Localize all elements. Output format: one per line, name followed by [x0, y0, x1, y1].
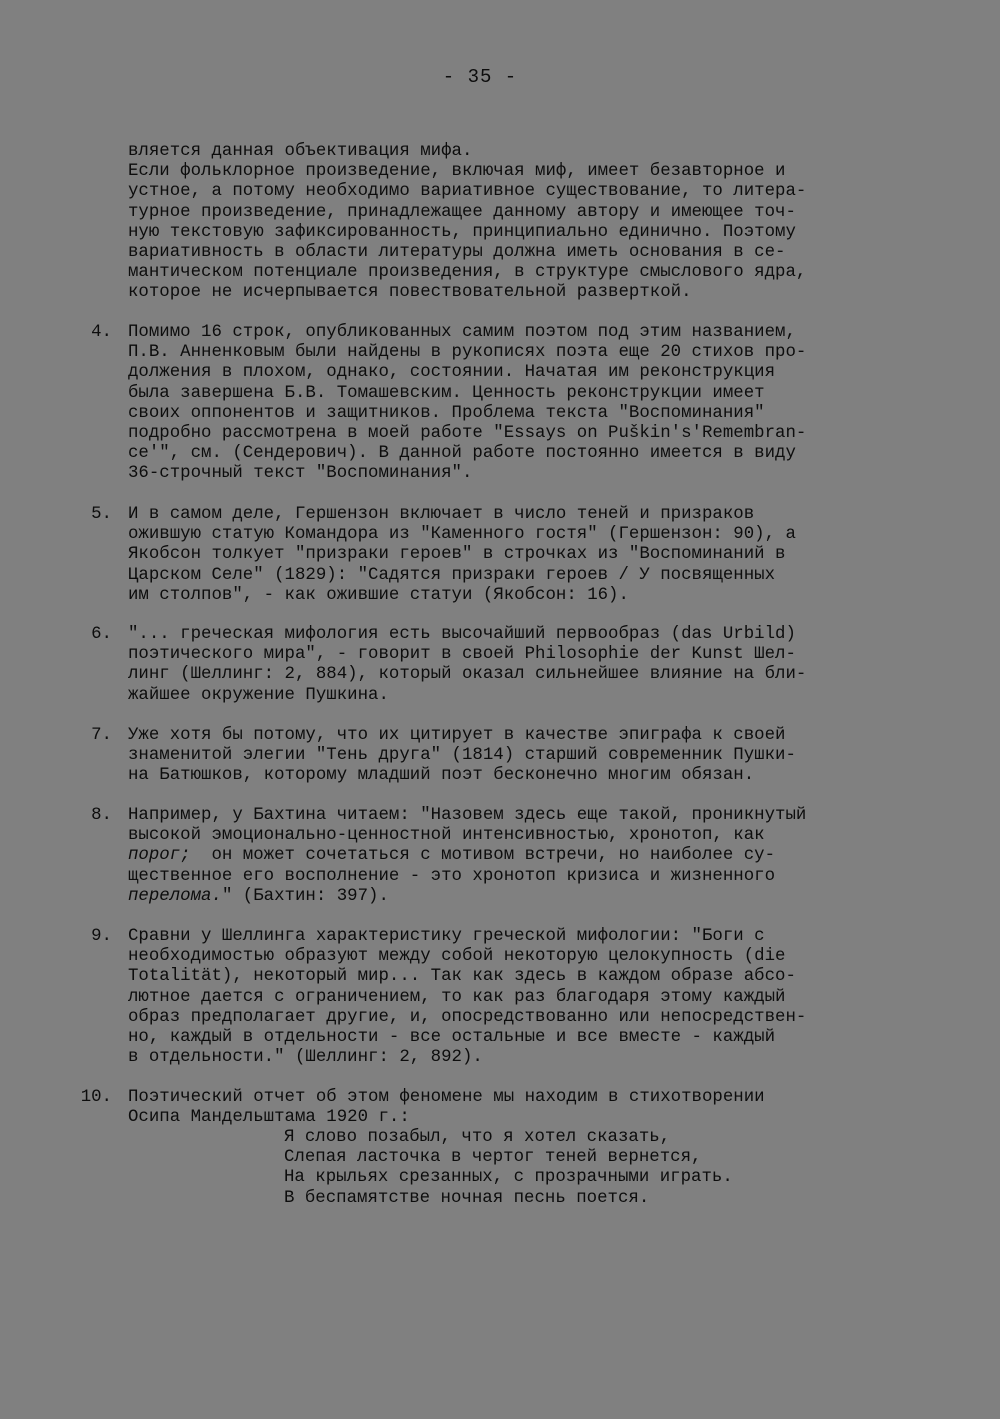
text-line: ную текстовую зафиксированность, принципиально единично. Поэтому — [128, 222, 796, 242]
text-line: своих оппонентов и защитников. Проблема текста "Воспоминания" — [128, 403, 765, 423]
text-line: И в самом деле, Гершензон включает в число теней и призраков — [128, 505, 755, 524]
text-line: " (Бахтин: 397). — [221, 886, 389, 906]
text-line: им столпов", - как ожившие статуи (Якобсон: 16). — [128, 585, 629, 605]
text-line: Если фольклорное произведение, включая миф, имеет безавторное и — [128, 162, 786, 182]
footnote-number: 10. — [80, 1088, 112, 1107]
poem-line: Слепая ласточка в чертог теней вернется, — [284, 1148, 702, 1168]
text-line: ce'", см. (Сендерович). В данной работе постоянно имеется в виду — [128, 444, 796, 464]
text-line: мантическом потенциале произведения, в структуре смыслового ядра, — [128, 263, 807, 283]
text-line: Например, у Бахтина читаем: "Назовем здесь еще такой, проникнутый — [128, 806, 807, 825]
footnote-text — [128, 1088, 918, 1128]
text-line: П.В. Анненковым были найдены в рукописях поэта еще 20 стихов про- — [128, 343, 807, 363]
text-line: устное, а потому необходимо вариативное существование, то литера- — [128, 182, 807, 202]
footnote-text — [128, 927, 918, 1068]
text-line: на Батюшков, которому младший поэт бесконечно многим обязан. — [128, 766, 755, 786]
text-line: он может сочетаться с мотивом встречи, но наиболее су- — [190, 846, 776, 866]
text-line: вляется данная объективация мифа. — [128, 142, 473, 161]
footnote-text — [128, 726, 918, 787]
poem-line: На крыльях срезанных, с прозрачными играть. — [284, 1168, 733, 1188]
footnote-text — [128, 323, 918, 485]
text-line: которое не исчерпывается повествовательной разверткой. — [128, 283, 692, 303]
text-line: Царском Селе" (1829): "Садятся призраки героев / У посвященных — [128, 565, 776, 585]
text-line: подробно рассмотрена в моей работе "Essays on Puškin's'Remembran- — [128, 424, 807, 444]
footnote-number: 9. — [91, 927, 112, 946]
text-line: Помимо 16 строк, опубликованных самим поэтом под этим названием, — [128, 323, 796, 342]
text-line: поэтического мира", - говорит в своей Philosophie der Kunst Шел- — [128, 645, 796, 665]
text-line: 36-строчный текст "Воспоминания". — [128, 464, 473, 484]
intro-paragraph — [128, 142, 918, 304]
footnote-number: 7. — [91, 726, 112, 745]
text-line: щественное его восполнение - это хронотоп кризиса и жизненного — [128, 866, 776, 886]
footnote-number: 5. — [91, 505, 112, 524]
text-line: Сравни у Шеллинга характеристику греческой мифологии: "Боги с — [128, 927, 765, 946]
text-line: лютное дается с ограничением, то как раз благодаря этому каждый — [128, 987, 786, 1007]
text-line: высокой эмоционально-ценностной интенсивностью, хронотоп, как — [128, 826, 765, 846]
text-line: ожившую статую Командора из "Каменного гостя" (Гершензон: 90), а — [128, 525, 796, 545]
footnote-text — [128, 806, 918, 907]
footnote-number: 4. — [91, 323, 112, 342]
text-line: знаменитой элегии "Тень друга" (1814) старший современник Пушки- — [128, 746, 796, 766]
text-line: должения в плохом, однако, состоянии. Начатая им реконструкция — [128, 363, 776, 383]
text-line: необходимостью образуют между собой некоторую целокупность (die — [128, 947, 786, 967]
footnote-text — [128, 505, 918, 606]
text-line: в отдельности." (Шеллинг: 2, 892). — [128, 1048, 483, 1068]
text-line: была завершена Б.В. Томашевским. Ценность реконструкции имеет — [128, 383, 765, 403]
text-line: жайшее окружение Пушкина. — [128, 685, 389, 705]
footnote-number: 8. — [91, 806, 112, 825]
italic-term: порог; — [128, 846, 191, 866]
page-number: - 35 - — [442, 66, 518, 88]
poem-line: В беспамятстве ночная песнь поется. — [284, 1188, 650, 1208]
text-line: но, каждый в отдельности - все остальные и все вместе - каждый — [128, 1028, 776, 1048]
footnote-number: 6. — [91, 625, 112, 644]
text-line: Поэтический отчет об этом феномене мы находим в стихотворении — [128, 1088, 765, 1107]
text-line: вариативность в области литературы должна иметь основания в се- — [128, 243, 786, 263]
text-line: образ предполагает другие, и, опосредствованно или непосредствен- — [128, 1007, 807, 1027]
poem-quote — [284, 1128, 884, 1209]
text-line: "... греческая мифология есть высочайший первообраз (das Urbild) — [128, 625, 796, 644]
text-line: Осипа Мандельштама 1920 г.: — [128, 1108, 410, 1128]
text-line: Totalität), некоторый мир... Так как здесь в каждом образе абсо- — [128, 967, 796, 987]
text-line: Уже хотя бы потому, что их цитирует в качестве эпиграфа к своей — [128, 726, 786, 745]
text-line: турное произведение, принадлежащее данному автору и имеющее точ- — [128, 202, 796, 222]
poem-line: Я слово позабыл, что я хотел сказать, — [284, 1128, 671, 1147]
text-line: Якобсон толкует "призраки героев" в строчках из "Воспоминаний в — [128, 545, 786, 565]
footnote-text — [128, 625, 918, 706]
text-line: линг (Шеллинг: 2, 884), который оказал сильнейшее влияние на бли- — [128, 665, 807, 685]
italic-term: перелома. — [128, 886, 222, 906]
